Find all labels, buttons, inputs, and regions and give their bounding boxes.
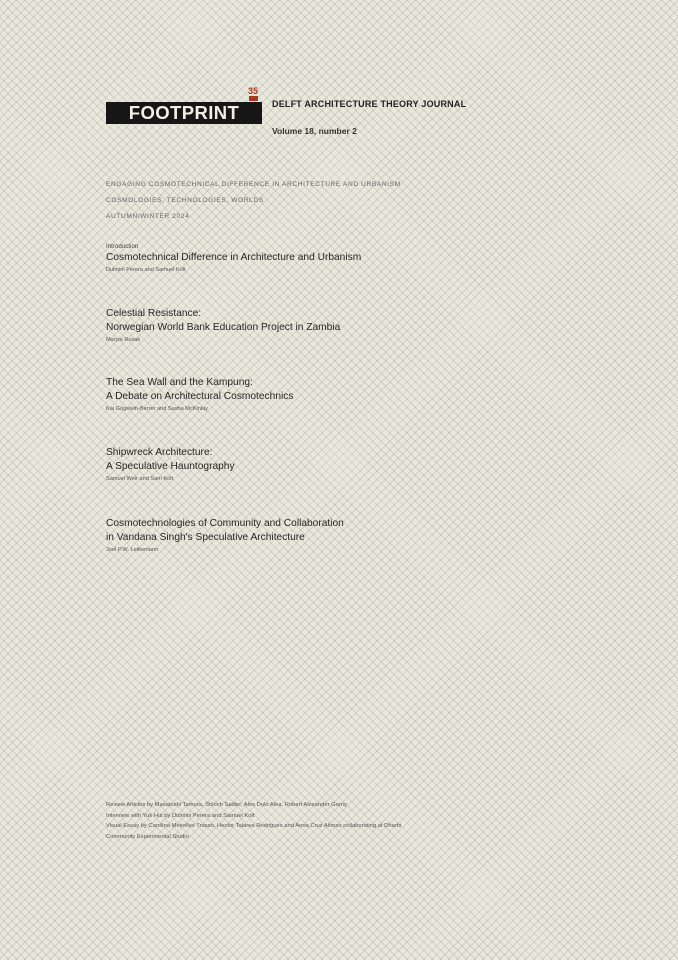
- article-celestial-resistance: [106, 307, 576, 346]
- article-title: Celestial Resistance:: [106, 308, 202, 319]
- article-title: Cosmotechnologies of Community and Collaboration: [106, 518, 344, 529]
- issue-footer: [106, 800, 586, 842]
- masthead: [106, 84, 576, 144]
- article-sea-wall: [106, 376, 576, 415]
- article-cosmotechnologies: [106, 517, 576, 556]
- article-title: Shipwreck Architecture:: [106, 447, 213, 458]
- issue-theme: [106, 177, 586, 225]
- article-title: Cosmotechnical Difference in Architecture and Urbanism: [106, 252, 362, 263]
- article-authors: Kai Gögelein-Berrer and Sasha McKinlay: [106, 406, 208, 412]
- article-authors: Maryia Rusak: [106, 337, 141, 343]
- issue-number: 35: [247, 86, 258, 96]
- footer-visual-essay-cont: Community Experimental Studio: [106, 833, 189, 840]
- footer-reviews: Review Articles by Masatoshi Tamura, Shloch Sadler, Alex Dolo Alea, Robert Alexander Gorny: [106, 802, 347, 808]
- issue-season: AUTUMN/WINTER 2024: [106, 213, 190, 220]
- footprint-logo: FOOTPRINT: [106, 102, 262, 124]
- journal-name: DELFT ARCHITECTURE THEORY JOURNAL: [272, 99, 467, 109]
- theme-subtitle: COSMOLOGIES, TECHNOLOGIES, WORLDS: [106, 197, 264, 204]
- article-subtitle: A Speculative Hauntography: [106, 461, 235, 472]
- article-shipwreck: [106, 446, 576, 485]
- article-authors: Dulmini Perera and Samuel Kolt: [106, 267, 186, 273]
- article-kicker: Introduction: [106, 243, 139, 250]
- theme-title: ENGAGING COSMOTECHNICAL DIFFERENCE IN ARCHITECTURE AND URBANISM: [106, 181, 401, 188]
- footer-interview: Interview with Yuk Hui by Dulmini Perera and Samuel Kolt: [106, 812, 255, 819]
- article-authors: Joel P.W. Letkemann: [106, 547, 159, 553]
- article-subtitle: A Debate on Architectural Cosmotechnics: [106, 391, 294, 402]
- issue-number-bar: [249, 96, 258, 101]
- article-subtitle: in Vandana Singh's Speculative Architecture: [106, 532, 305, 543]
- volume-number: Volume 18, number 2: [272, 126, 357, 136]
- footer-visual-essay: Visual Essay by Carolina Meirelles Trasso, Hector Talarea Rodrigues and Anna Cruz Alonso collaborating at Dharbi: [106, 823, 402, 829]
- article-authors: Samuel Weir and Sam Kolt: [106, 476, 174, 482]
- article-subtitle: Norwegian World Bank Education Project in Zambia: [106, 322, 341, 333]
- article-introduction: [106, 242, 576, 276]
- article-title: The Sea Wall and the Kampung:: [106, 377, 253, 388]
